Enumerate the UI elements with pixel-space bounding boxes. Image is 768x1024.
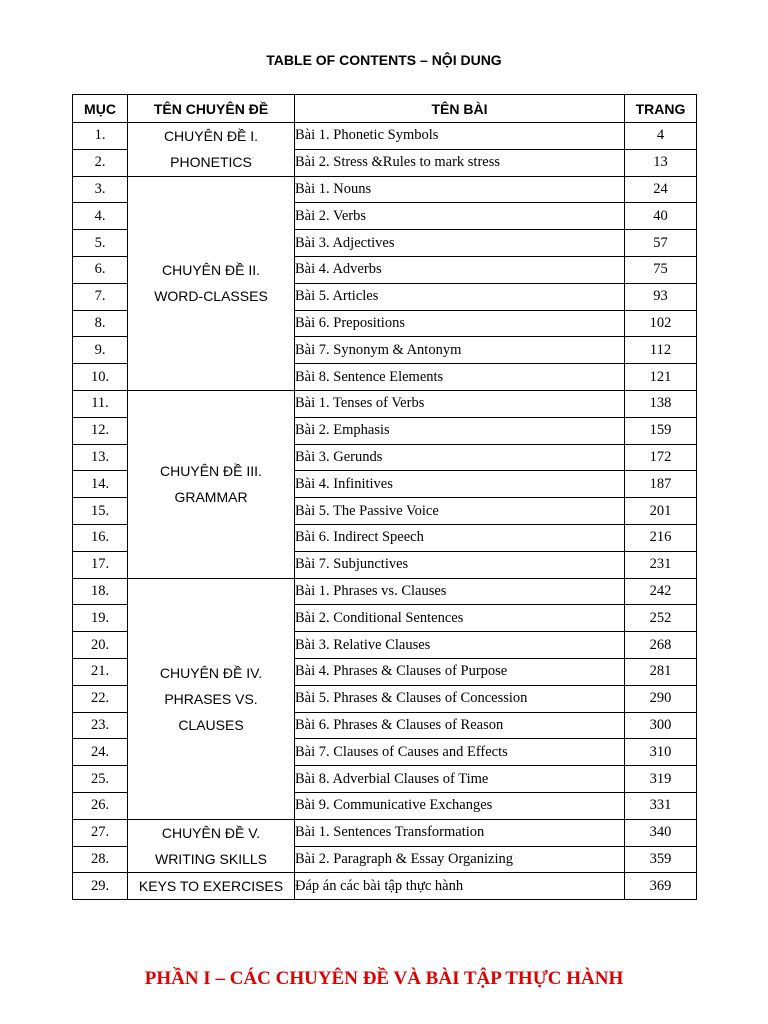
row-number: 27.: [73, 819, 128, 846]
lesson-name: Đáp án các bài tập thực hành: [295, 873, 625, 900]
lesson-name: Bài 4. Adverbs: [295, 256, 625, 283]
table-row: [73, 390, 697, 417]
row-number: 17.: [73, 551, 128, 578]
section-heading: PHẦN I – CÁC CHUYÊN ĐỀ VÀ BÀI TẬP THỰC HÀNH: [144, 968, 624, 989]
row-number: 19.: [73, 605, 128, 632]
row-number: 13.: [73, 444, 128, 471]
topic-line: CHUYÊN ĐỀ III.: [160, 463, 262, 480]
page-number: 201: [625, 498, 697, 525]
table-row: [73, 176, 697, 203]
lesson-name: Bài 3. Gerunds: [295, 444, 625, 471]
lesson-name: Bài 5. The Passive Voice: [295, 498, 625, 525]
page-number: 75: [625, 256, 697, 283]
row-number: 15.: [73, 498, 128, 525]
lesson-name: Bài 4. Phrases & Clauses of Purpose: [295, 658, 625, 685]
row-number: 2.: [73, 149, 128, 176]
row-number: 11.: [73, 390, 128, 417]
lesson-name: Bài 5. Phrases & Clauses of Concession: [295, 685, 625, 712]
topic-line: CHUYÊN ĐỀ II.: [161, 262, 260, 279]
lesson-name: Bài 9. Communicative Exchanges: [295, 792, 625, 819]
page-number: 159: [625, 417, 697, 444]
page-number: 121: [625, 364, 697, 391]
topic-name: [128, 176, 295, 390]
row-number: 6.: [73, 256, 128, 283]
lesson-name: Bài 1. Phrases vs. Clauses: [295, 578, 625, 605]
page-number: 187: [625, 471, 697, 498]
topic-line: CLAUSES: [178, 716, 244, 733]
row-number: 3.: [73, 176, 128, 203]
lesson-name: Bài 8. Sentence Elements: [295, 364, 625, 391]
topic-name: [128, 578, 295, 819]
topic-name: [128, 390, 295, 578]
row-number: 14.: [73, 471, 128, 498]
topic-line: KEYS TO EXERCISES: [138, 878, 284, 895]
topic-name: [128, 819, 295, 873]
page-number: 57: [625, 230, 697, 257]
topic-line: CHUYÊN ĐỀ IV.: [159, 664, 263, 681]
row-number: 8.: [73, 310, 128, 337]
lesson-name: Bài 1. Sentences Transformation: [295, 819, 625, 846]
lesson-name: Bài 4. Infinitives: [295, 471, 625, 498]
table-row: [73, 123, 697, 150]
page-number: 281: [625, 658, 697, 685]
page-number: 172: [625, 444, 697, 471]
lesson-name: Bài 2. Stress &Rules to mark stress: [295, 149, 625, 176]
page-number: 40: [625, 203, 697, 230]
lesson-name: Bài 1. Nouns: [295, 176, 625, 203]
toc-body: [73, 123, 697, 900]
lesson-name: Bài 2. Verbs: [295, 203, 625, 230]
toc-header-row: [73, 95, 697, 123]
lesson-name: Bài 2. Emphasis: [295, 417, 625, 444]
topic-name: [128, 873, 295, 900]
page-number: 369: [625, 873, 697, 900]
row-number: 29.: [73, 873, 128, 900]
lesson-name: Bài 6. Phrases & Clauses of Reason: [295, 712, 625, 739]
row-number: 4.: [73, 203, 128, 230]
lesson-name: Bài 1. Phonetic Symbols: [295, 123, 625, 150]
topic-name: [128, 123, 295, 177]
topic-line: PHONETICS: [170, 154, 252, 171]
row-number: 1.: [73, 123, 128, 150]
page-number: 93: [625, 283, 697, 310]
page-number: 102: [625, 310, 697, 337]
row-number: 25.: [73, 766, 128, 793]
lesson-name: Bài 2. Paragraph & Essay Organizing: [295, 846, 625, 873]
row-number: 5.: [73, 230, 128, 257]
row-number: 12.: [73, 417, 128, 444]
page-number: 290: [625, 685, 697, 712]
row-number: 20.: [73, 632, 128, 659]
header-muc: MỤC: [73, 95, 128, 123]
lesson-name: Bài 6. Prepositions: [295, 310, 625, 337]
toc-table: [72, 94, 697, 900]
row-number: 18.: [73, 578, 128, 605]
topic-line: CHUYÊN ĐỀ I.: [163, 128, 259, 145]
row-number: 7.: [73, 283, 128, 310]
topic-line: GRAMMAR: [174, 489, 248, 506]
lesson-name: Bài 2. Conditional Sentences: [295, 605, 625, 632]
page-number: 300: [625, 712, 697, 739]
topic-line: WORD-CLASSES: [154, 288, 268, 305]
topic-line: WRITING SKILLS: [154, 851, 268, 868]
topic-line: PHRASES VS.: [164, 690, 258, 707]
lesson-name: Bài 3. Relative Clauses: [295, 632, 625, 659]
page-number: 4: [625, 123, 697, 150]
lesson-name: Bài 7. Subjunctives: [295, 551, 625, 578]
topic-line: CHUYÊN ĐỀ V.: [161, 825, 261, 842]
row-number: 26.: [73, 792, 128, 819]
lesson-name: Bài 1. Tenses of Verbs: [295, 390, 625, 417]
lesson-name: Bài 5. Articles: [295, 283, 625, 310]
page-number: 231: [625, 551, 697, 578]
row-number: 28.: [73, 846, 128, 873]
page-number: 340: [625, 819, 697, 846]
row-number: 16.: [73, 524, 128, 551]
lesson-name: Bài 7. Synonym & Antonym: [295, 337, 625, 364]
page-number: 242: [625, 578, 697, 605]
header-trang: TRANG: [625, 95, 697, 123]
row-number: 24.: [73, 739, 128, 766]
table-row: [73, 578, 697, 605]
lesson-name: Bài 6. Indirect Speech: [295, 524, 625, 551]
page-number: 216: [625, 524, 697, 551]
page-number: 359: [625, 846, 697, 873]
lesson-name: Bài 7. Clauses of Causes and Effects: [295, 739, 625, 766]
lesson-name: Bài 8. Adverbial Clauses of Time: [295, 766, 625, 793]
page-number: 268: [625, 632, 697, 659]
page-number: 319: [625, 766, 697, 793]
table-row: [73, 873, 697, 900]
document-title: TABLE OF CONTENTS – NỘI DUNG: [266, 52, 502, 68]
page-number: 24: [625, 176, 697, 203]
header-ten-bai: TÊN BÀI: [295, 95, 625, 123]
header-chuyen-de: TÊN CHUYÊN ĐỀ: [128, 95, 295, 123]
page-number: 138: [625, 390, 697, 417]
page-number: 252: [625, 605, 697, 632]
row-number: 23.: [73, 712, 128, 739]
row-number: 21.: [73, 658, 128, 685]
row-number: 9.: [73, 337, 128, 364]
row-number: 22.: [73, 685, 128, 712]
page-number: 310: [625, 739, 697, 766]
page-number: 331: [625, 792, 697, 819]
lesson-name: Bài 3. Adjectives: [295, 230, 625, 257]
page-number: 112: [625, 337, 697, 364]
row-number: 10.: [73, 364, 128, 391]
table-row: [73, 819, 697, 846]
page-number: 13: [625, 149, 697, 176]
